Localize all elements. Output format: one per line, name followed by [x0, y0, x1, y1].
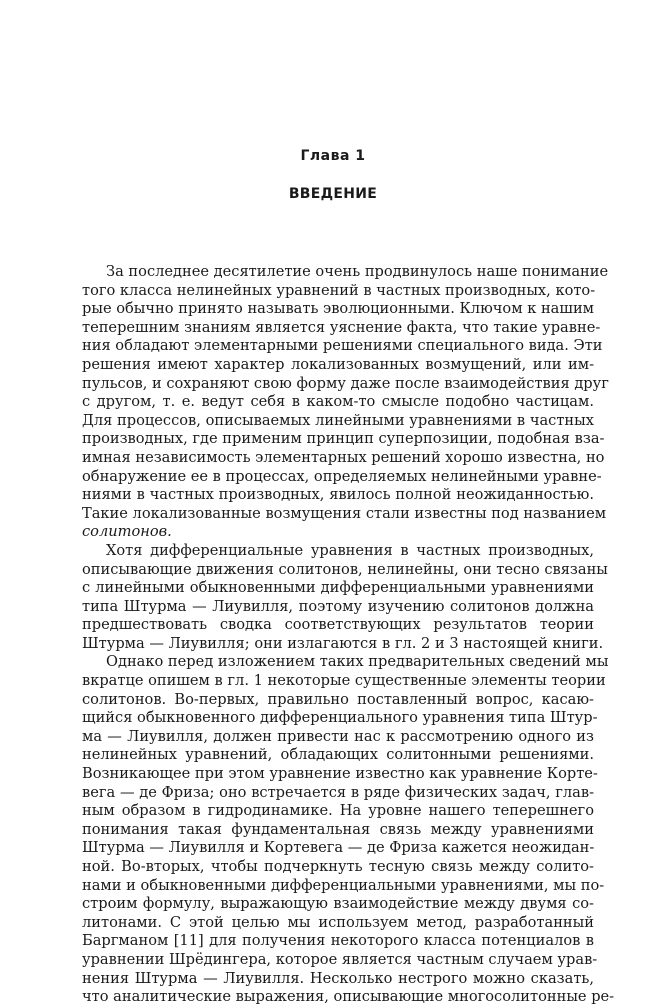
text-line: нами и обыкновенными дифференциальными уравнениями, мы по-: [82, 876, 605, 894]
chapter-label: Глава 1: [300, 148, 366, 164]
text-line: имная независимость элементарных решений хорошо известна, но: [82, 448, 605, 466]
text-line: нения Штурма — Лиувилля. Несколько нестрого можно сказать,: [82, 969, 594, 987]
text-line: ниями в частных производных, явилось полной неожиданностью.: [82, 486, 594, 504]
text-line: ма — Лиувилля, должен привести нас к рассмотрению одного из: [82, 727, 594, 745]
text-line: Штурма — Лиувилля и Кортевега — де Фриза кажется неожидан-: [82, 839, 595, 857]
text-line: теперешним знаниям является уяснение факта, что такие уравне-: [82, 318, 601, 336]
text-line: рые обычно принято называть эволюционными. Ключом к нашим: [82, 300, 595, 318]
text-line: что аналитические выражения, описывающие многосолитонные ре-: [82, 988, 615, 1006]
text-line: ной. Во-вторых, чтобы подчеркнуть тесную связь между солито-: [82, 858, 594, 875]
body-text: [82, 263, 615, 1007]
text-line: решения имеют характер локализованных возмущений, или им-: [82, 355, 594, 373]
text-line: с другом, т. е. ведут себя в каком-то смысле подобно частицам.: [82, 393, 594, 411]
text-line: ния обладают элементарными решениями специального вида. Эти: [82, 337, 603, 355]
text-line: ным образом в гидродинамике. На уровне нашего теперешнего: [82, 802, 594, 820]
text-line: строим формулу, выражающую взаимодействие между двумя со-: [82, 895, 594, 913]
text-line: нелинейных уравнений, обладающих солитонными решениями.: [82, 746, 594, 764]
text-line: уравнении Шрёдингера, которое является частным случаем урав-: [82, 950, 598, 968]
text-line: Хотя дифференциальные уравнения в частных производных,: [106, 541, 594, 559]
text-line: Возникающее при этом уравнение известно как уравнение Корте-: [82, 765, 598, 783]
text-line: Такие локализованные возмущения стали известны под названием: [82, 504, 607, 522]
text-line: с линейными обыкновенными дифференциальными уравнениями: [82, 579, 594, 597]
chapter-title: ВВЕДЕНИЕ: [288, 186, 378, 202]
text-line: вега — де Фриза; оно встречается в ряде физических задач, глав-: [82, 783, 594, 801]
text-line: типа Штурма — Лиувилля, поэтому изучению солитонов должна: [82, 597, 594, 615]
text-line: вкратце опишем в гл. 1 некоторые существенные элементы теории: [82, 672, 606, 690]
text-line: обнаружение ее в процессах, определяемых нелинейными уравне-: [82, 467, 602, 485]
text-line: литонами. С этой целью мы используем метод, разработанный: [82, 913, 594, 931]
text-line: понимания такая фундаментальная связь между уравнениями: [82, 820, 594, 838]
text-line: производных, где применим принцип суперпозиции, подобная вза-: [82, 430, 605, 448]
text-line: Для процессов, описываемых линейными уравнениями в частных: [82, 411, 594, 429]
text-line: Однако перед изложением таких предварительных сведений мы: [106, 653, 609, 671]
text-line: Баргманом [11] для получения некоторого класса потенциалов в: [82, 932, 594, 950]
text-line: предшествовать сводка соответствующих результатов теории: [82, 616, 594, 634]
text-line: описывающие движения солитонов, нелинейны, они тесно связаны: [82, 560, 608, 578]
text-line: того класса нелинейных уравнений в частных производных, кото-: [82, 281, 596, 299]
text-line: солитонов. Во-первых, правильно поставленный вопрос, касаю-: [82, 690, 594, 708]
text-line: солитонов.: [82, 523, 172, 541]
text-line: Штурма — Лиувилля; они излагаются в гл. 2 и 3 настоящей книги.: [82, 634, 604, 652]
text-line: пульсов, и сохраняют свою форму даже после взаимодействия друг: [82, 374, 609, 392]
text-line: щийся обыкновенного дифференциального уравнения типа Штур-: [82, 709, 598, 727]
text-line: За последнее десятилетие очень продвинулось наше понимание: [106, 263, 609, 280]
